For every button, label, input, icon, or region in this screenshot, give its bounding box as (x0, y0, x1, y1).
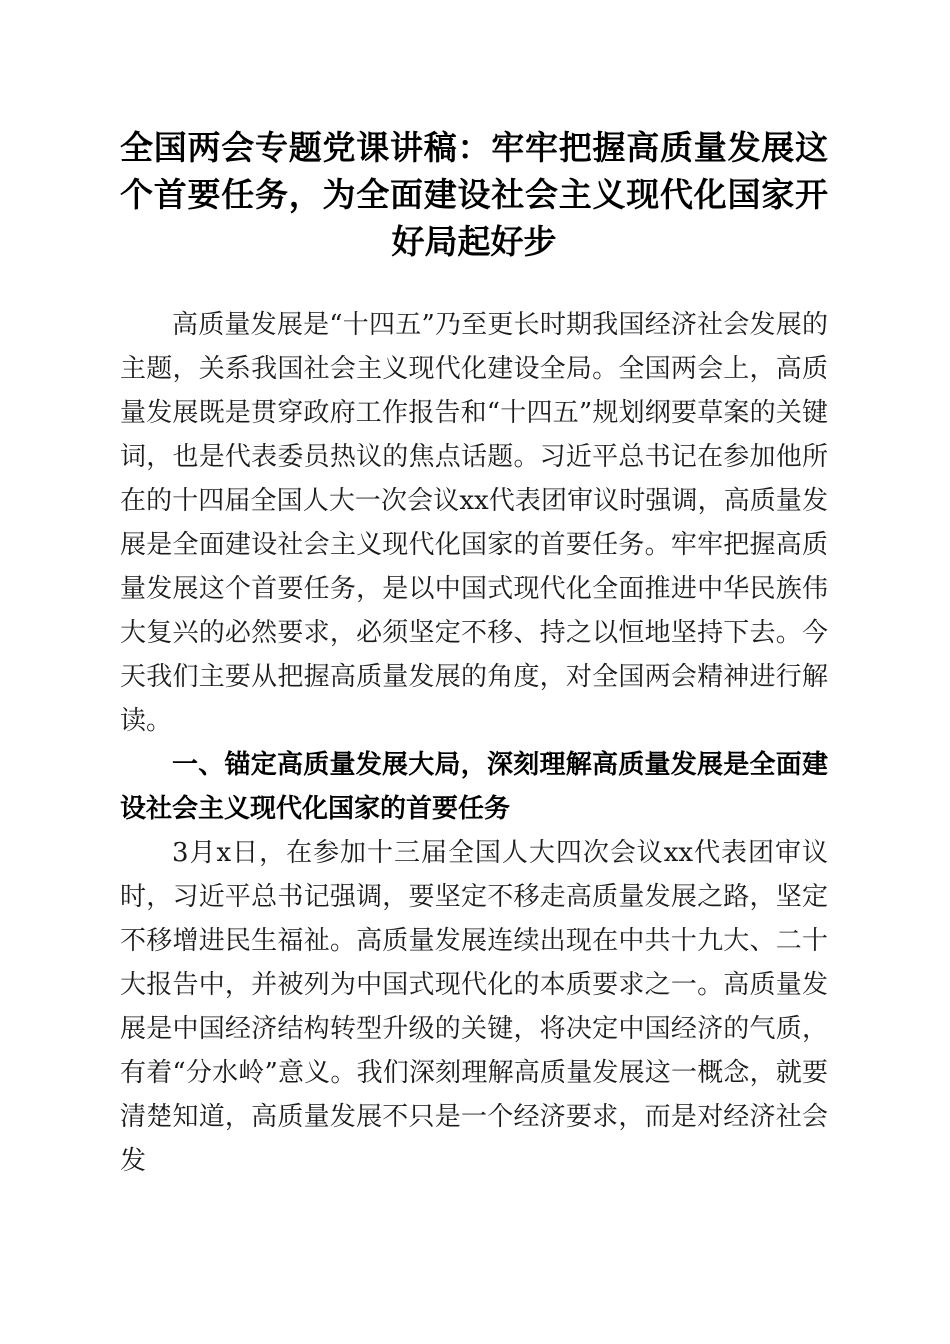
section-one-paragraph: 3月x日，在参加十三届全国人大四次会议xx代表团审议时，习近平总书记强调，要坚定不移走高质量发展之路，坚定不移增进民生福祉。高质量发展连续出现在中共十九大、二十大报告中，并被列为中国式现代化的本质要求之一。高质量发展是中国经济结构转型升级的关键，将决定中国经济的气质，有着“分水岭”意义。我们深刻理解高质量发展这一概念，就要清楚知道，高质量发展不只是一个经济要求，而是对经济社会发 (120, 838, 828, 1176)
section-heading-one: 一、锚定高质量发展大局，深刻理解高质量发展是全面建设社会主义现代化国家的首要任务 (120, 750, 828, 824)
title-body-spacer (120, 265, 828, 303)
document-title: 全国两会专题党课讲稿：牢牢把握高质量发展这个首要任务，为全面建设社会主义现代化国家开好局起好步 (120, 128, 828, 261)
intro-paragraph: 高质量发展是“十四五”乃至更长时期我国经济社会发展的主题，关系我国社会主义现代化建设全局。全国两会上，高质量发展既是贯穿政府工作报告和“十四五”规划纲要草案的关键词，也是代表委员热议的焦点话题。习近平总书记在参加他所在的十四届全国人大一次会议xx代表团审议时强调，高质量发展是全面建设社会主义现代化国家的首要任务。牢牢把握高质量发展这个首要任务，是以中国式现代化全面推进中华民族伟大复兴的必然要求，必须坚定不移、持之以恒地坚持下去。今天我们主要从把握高质量发展的角度，对全国两会精神进行解读。 (120, 310, 828, 736)
document-content-column (120, 0, 828, 1183)
